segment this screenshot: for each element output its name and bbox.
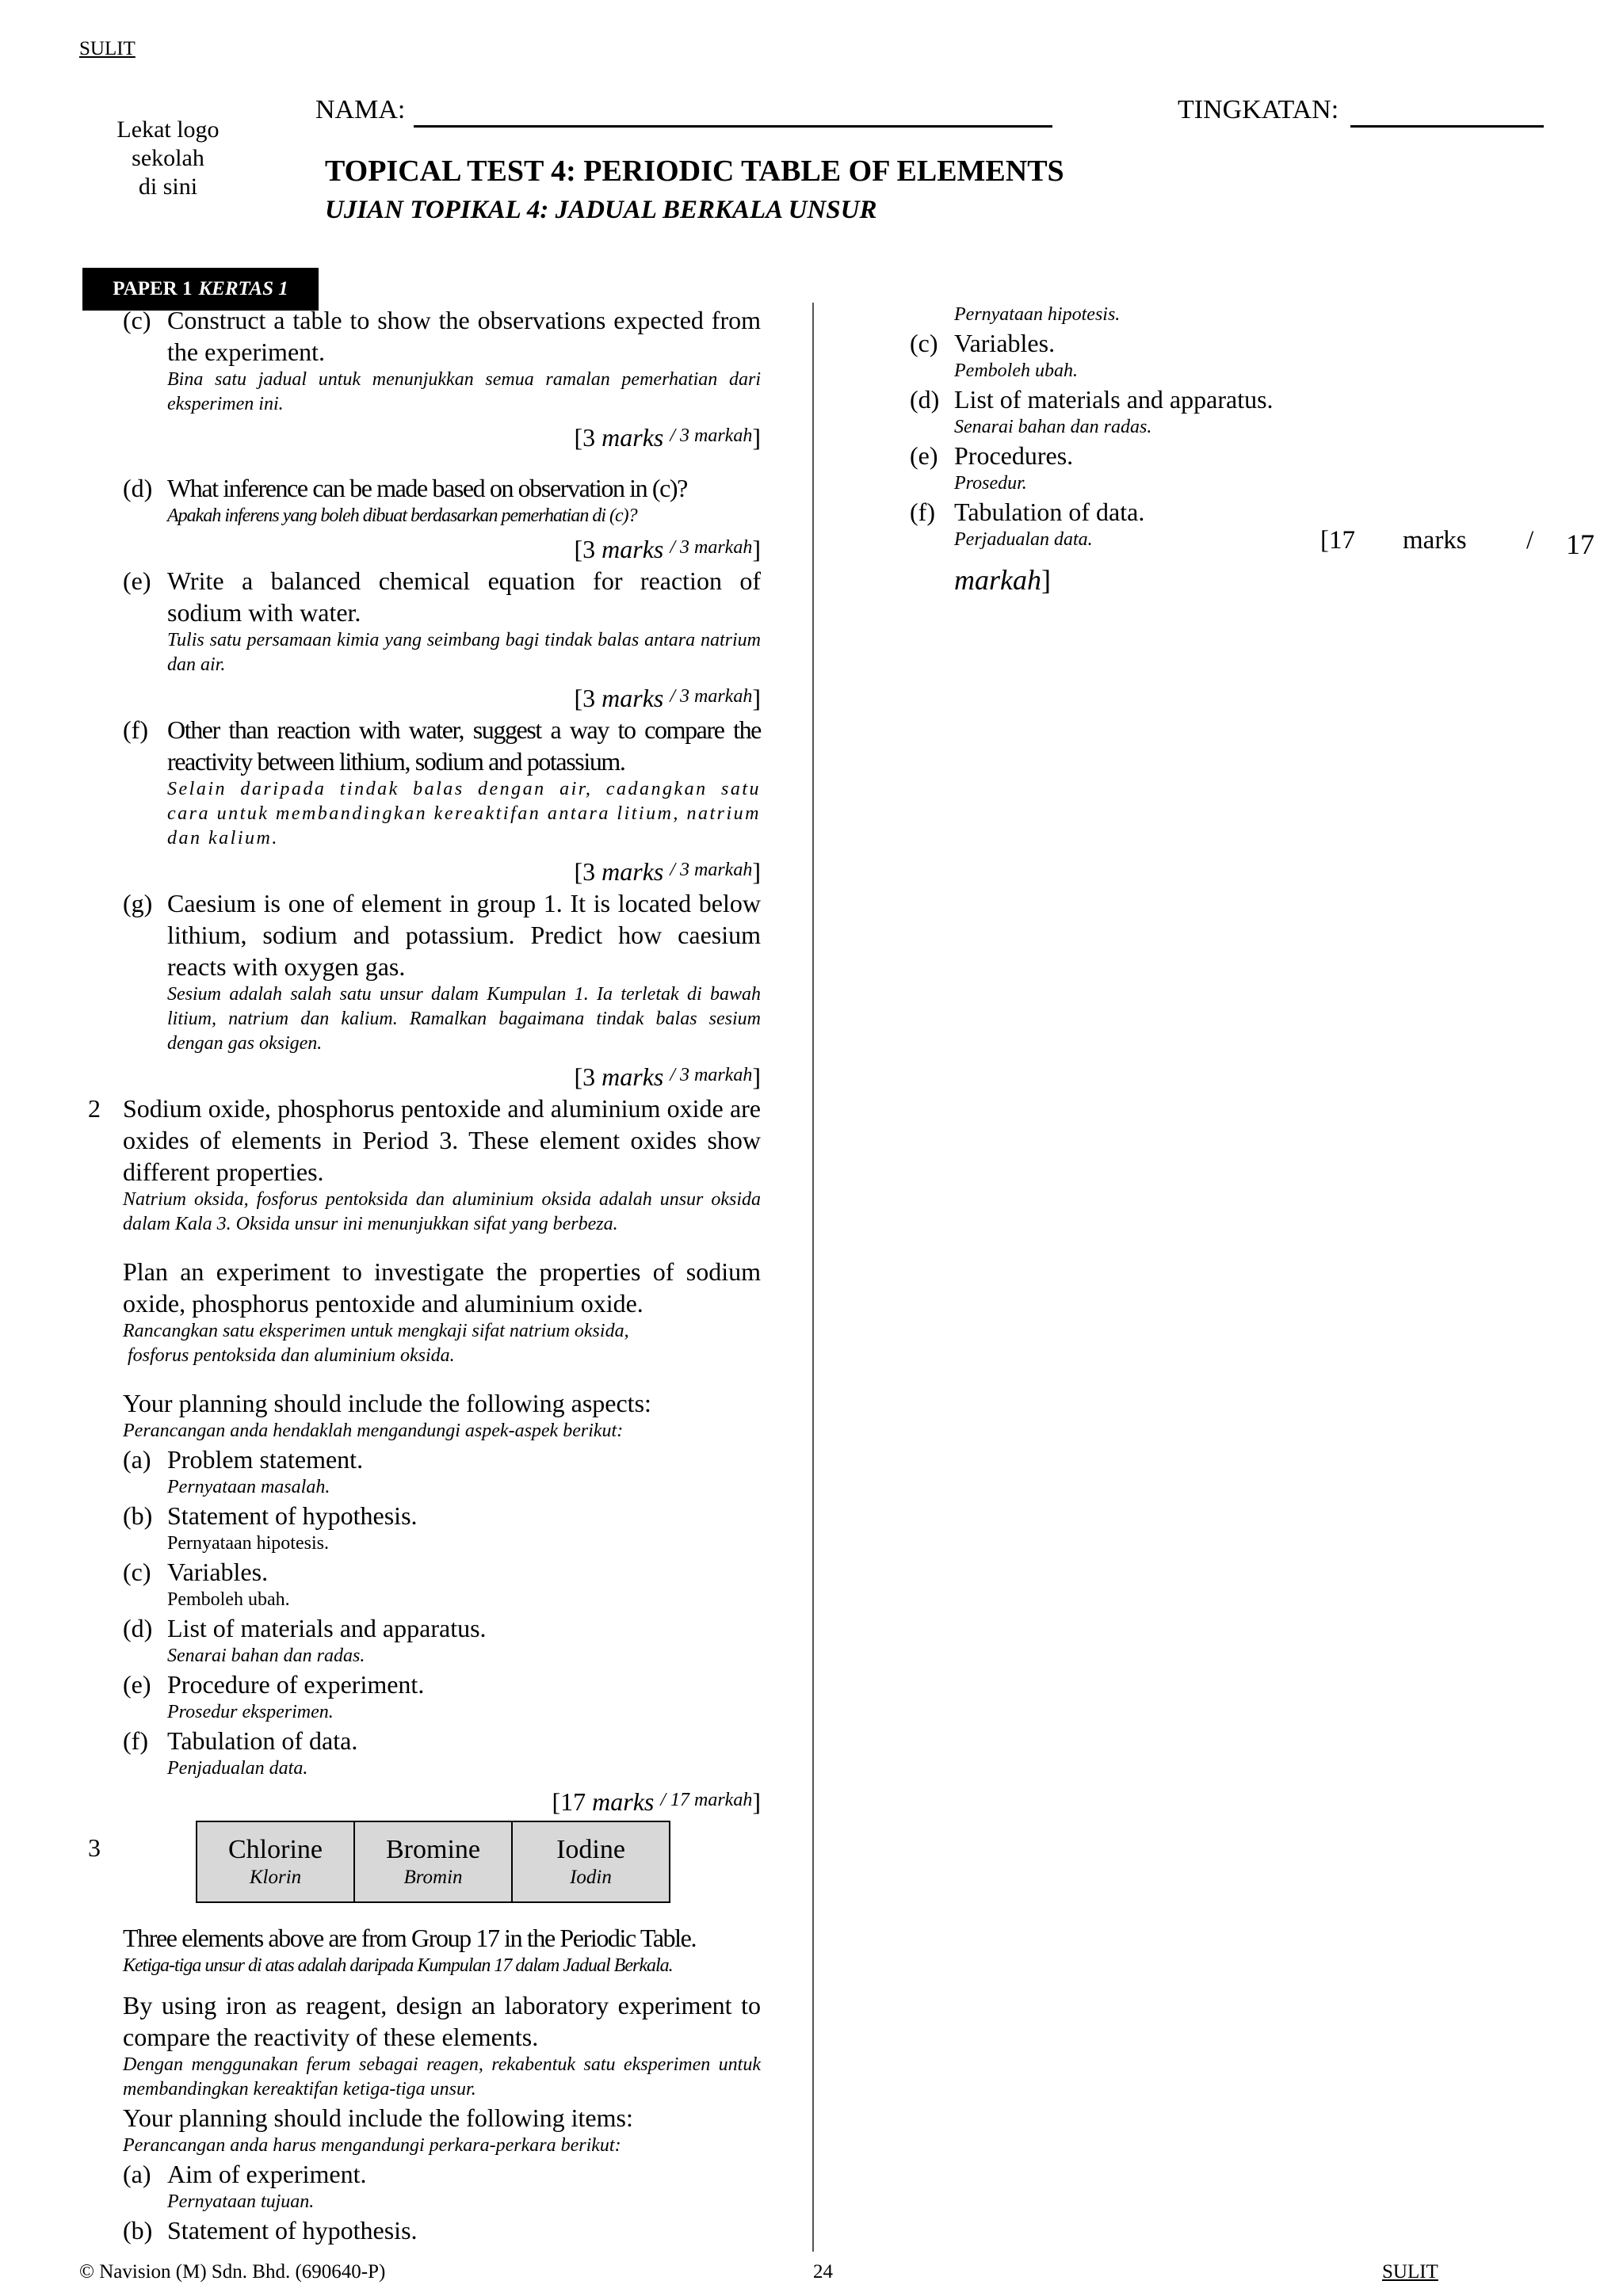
question-number: 3 (88, 1833, 101, 1862)
marks-slash: / (1526, 526, 1534, 555)
question-text-my: Selain daripada tindak balas dengan air, cadangkan satu cara untuk membandingkan kereaktifan antara litium, natrium dan kalium. (167, 779, 761, 849)
question-text-en: Other than reaction with water, suggest a way to compare the reactivity between lithium, sodium and potassium. (167, 715, 761, 776)
marks-markah: markah] (954, 564, 1051, 596)
q3-design-my: Dengan menggunakan ferum sebagai reagen, rekabentuk satu eksperimen untuk membandingkan kereaktifan ketiga-tiga unsur. (123, 2054, 761, 2100)
logo-placeholder (95, 116, 241, 201)
marks-label: [3 marks / 3 markah] (574, 684, 761, 712)
logo-text-3: di sini (138, 174, 198, 200)
footer-copyright: © Navision (M) Sdn. Bhd. (690640-P) (79, 2261, 386, 2283)
question-text-en: Write a balanced chemical equation for reaction of sodium with water. (167, 566, 761, 627)
tingkatan-field-line[interactable] (1350, 125, 1544, 128)
right-column (910, 303, 1594, 599)
q3-group-en: Three elements above are from Group 17 in the Periodic Table. (123, 1924, 697, 1952)
q2-plan-my-1: Rancangkan satu eksperimen untuk mengkaji sifat natrium oksida, (123, 1321, 629, 1341)
q3-group-my: Ketiga-tiga unsur di atas adalah daripada Kumpulan 17 dalam Jadual Berkala. (123, 1955, 673, 1976)
question-number: 2 (88, 1094, 101, 1123)
q3-item: (c) Variables. Pemboleh ubah. (910, 329, 1078, 381)
marks-word: marks (1403, 526, 1467, 555)
right-top-my: Pernyataan hipotesis. (954, 304, 1121, 325)
page-number: 24 (813, 2261, 833, 2283)
logo-text-1: Lekat logo (116, 116, 220, 143)
marks-label: [3 marks / 3 markah] (574, 423, 761, 452)
q3-item: (b) Statement of hypothesis. (123, 2216, 418, 2245)
question-1c (123, 304, 761, 453)
left-column (88, 304, 761, 2246)
q3-item: (d) List of materials and apparatus. Senarai bahan dan radas. (910, 385, 1274, 437)
question-1g (123, 887, 761, 1093)
column-divider (812, 303, 814, 2252)
question-text-my: Apakah inferens yang boleh dibuat berdasarkan pemerhatian di (c)? (167, 505, 637, 526)
halogen-table (196, 1821, 670, 1903)
table-cell: Chlorine Klorin (197, 1821, 354, 1902)
page-subtitle: UJIAN TOPIKAL 4: JADUAL BERKALA UNSUR (325, 196, 877, 224)
question-3 (88, 1821, 761, 2246)
paper-tab-my: KERTAS 1 (198, 278, 288, 299)
logo-text-2: sekolah (132, 145, 204, 171)
question-text-my: Sesium adalah salah satu unsur dalam Kumpulan 1. Ia terletak di bawah litium, natrium dan kalium. Ramalkan bagaimana tindak balas sesium dengan gas oksigen. (167, 984, 761, 1054)
marks-label: [3 marks / 3 markah] (574, 1062, 761, 1091)
marks-open: [17 (1320, 526, 1355, 555)
question-text-my: Tulis satu persamaan kimia yang seimbang bagi tindak balas antara natrium dan air. (167, 630, 761, 675)
q3-items-my: Perancangan anda harus mengandungi perkara-perkara berikut: (123, 2135, 621, 2156)
question-1e (123, 565, 761, 714)
q2-intro-en: Sodium oxide, phosphorus pentoxide and aluminium oxide are oxides of elements in Period 3. These element oxides show different properties. (123, 1094, 761, 1186)
question-label: (e) (123, 566, 151, 595)
footer-sulit: SULIT (1382, 2261, 1438, 2283)
table-cell: Bromine Bromin (354, 1821, 512, 1902)
question-text-my: Bina satu jadual untuk menunjukkan semua ramalan pemerhatian dari eksperimen ini. (167, 369, 761, 414)
q3-item: (a) Aim of experiment. Pernyataan tujuan. (123, 2160, 367, 2212)
marks-label: [3 marks / 3 markah] (574, 535, 761, 563)
q2-aspects-my: Perancangan anda hendaklah mengandungi aspek-aspek berikut: (123, 1421, 624, 1441)
question-text-en: What inference can be made based on observation in (c)? (167, 474, 687, 502)
table-cell: Iodine Iodin (512, 1821, 670, 1902)
tingkatan-label: TINGKATAN: (1178, 95, 1339, 124)
marks-total: 17 (1566, 528, 1594, 560)
paper-tab-en: PAPER 1 (113, 278, 193, 299)
nama-field-line[interactable] (414, 125, 1052, 128)
q3-item: (f) Tabulation of data. Perjadualan data. [17 marks / 17 markah] (910, 496, 1548, 599)
question-label: (c) (123, 306, 151, 334)
q2-item: (c) Variables. Pemboleh ubah. (123, 1558, 290, 1610)
question-1f (123, 714, 761, 887)
q2-plan-my-2: fosforus pentoksida dan aluminium oksida. (128, 1345, 455, 1366)
question-label: (f) (123, 715, 148, 744)
question-label: (g) (123, 889, 153, 917)
q2-item: (f) Tabulation of data. Penjadualan data. (123, 1726, 358, 1779)
q3-items-en: Your planning should include the following items: (123, 2103, 633, 2132)
question-text-en: Construct a table to show the observations expected from the experiment. (167, 306, 761, 366)
question-label: (d) (123, 474, 153, 502)
q2-item: (e) Procedure of experiment. Prosedur eksperimen. (123, 1670, 425, 1722)
marks-label: [17 marks / 17 markah] (552, 1787, 761, 1816)
header-sulit: SULIT (79, 38, 136, 59)
marks-label: [3 marks / 3 markah] (574, 857, 761, 886)
question-1d (123, 472, 761, 565)
q2-plan-en: Plan an experiment to investigate the properties of sodium oxide, phosphorus pentoxide and aluminium oxide. (123, 1257, 761, 1318)
q3-item: (e) Procedures. Prosedur. (910, 441, 1074, 494)
q2-intro-my: Natrium oksida, fosforus pentoksida dan aluminium oksida adalah unsur oksida dalam Kala 3. Oksida unsur ini menunjukkan sifat yang berbeza. (123, 1189, 761, 1234)
nama-label: NAMA: (315, 95, 406, 124)
q2-item: (a) Problem statement. Pernyataan masalah. (123, 1445, 364, 1497)
q2-item: (b) Statement of hypothesis. Pernyataan hipotesis. (123, 1501, 418, 1554)
question-text-en: Caesium is one of element in group 1. It is located below lithium, sodium and potassium. Predict how caesium reacts with oxygen gas. (167, 889, 761, 981)
question-2 (88, 1093, 761, 1817)
q2-aspects-en: Your planning should include the following aspects: (123, 1389, 651, 1417)
q3-design-en: By using iron as reagent, design an laboratory experiment to compare the reactivity of these elements. (123, 1991, 761, 2051)
page-title: TOPICAL TEST 4: PERIODIC TABLE OF ELEMENTS (325, 154, 1064, 188)
q2-item: (d) List of materials and apparatus. Senarai bahan dan radas. (123, 1614, 487, 1666)
